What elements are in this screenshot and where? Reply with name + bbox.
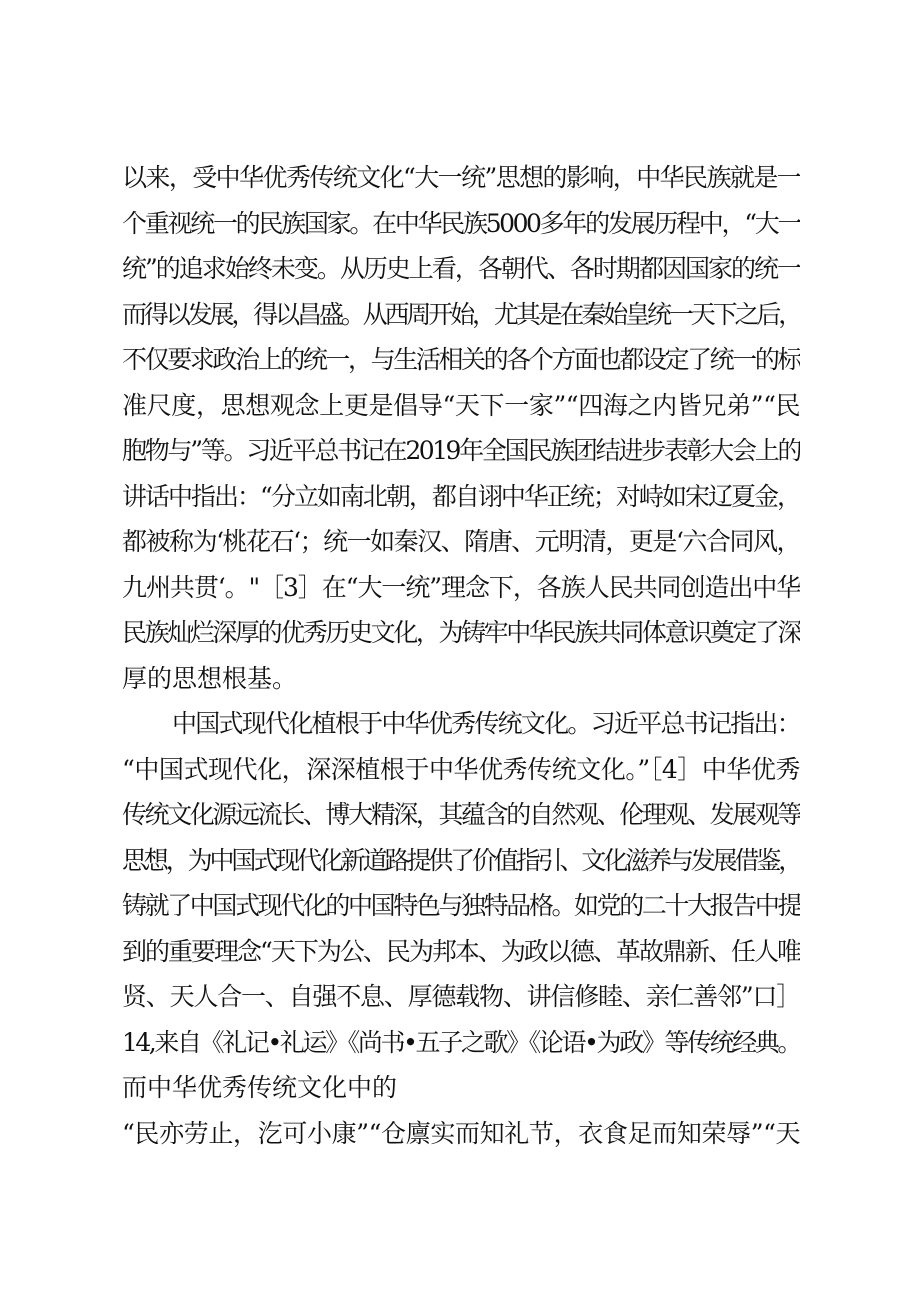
- paragraph-line: 厚的思想根基。: [122, 663, 298, 693]
- paragraph-line: 中国式现代化植根于中华优秀传统文化。习近平总书记指出：: [172, 709, 800, 738]
- paragraph-line: 都被称为‘桃花石‘；统一如秦汉、隋唐、元明清，更是‘六合同风，: [122, 527, 800, 556]
- paragraph-line: 而中华优秀传统文化中的: [122, 1073, 398, 1102]
- paragraph-line: 传统文化源远流长、博大精深，其蕴含的自然观、伦理观、发展观等: [122, 800, 800, 829]
- paragraph-line: 讲话中指出：“分立如南北朝，都自诩中华正统；对峙如宋辽夏金，: [122, 481, 800, 511]
- paragraph-line: 准尺度，思想观念上更是倡导“天下一家”“四海之内皆兄弟”“民: [122, 390, 800, 420]
- paragraph-line: 到的重要理念“天下为公、民为邦本、为政以德、革故鼎新、任人唯: [122, 936, 800, 966]
- paragraph-line: 个重视统一的民族国家。在中华民族5000多年的发展历程中，“大一: [122, 208, 800, 238]
- paragraph-1: [122, 155, 800, 701]
- paragraph-line: 以来，受中华优秀传统文化“大一统”思想的影响，中华民族就是一: [122, 163, 800, 192]
- paragraph-line: 九州共贯‘。"［3］在“大一统”理念下，各族人民共同创造出中华: [122, 572, 800, 602]
- paragraph-line: 胞物与”等。习近平总书记在2019年全国民族团结进步表彰大会上的: [122, 436, 800, 465]
- paragraph-line: 贤、天人合一、自强不息、厚德载物、讲信修睦、亲仁善邻”口］: [122, 982, 800, 1011]
- paragraph-line: “中国式现代化，深深植根于中华优秀传统文化。”［4］中华优秀: [122, 754, 800, 784]
- paragraph-line: 14,来自《礼记•礼运》《尚书•五子之歌》《论语•为政》等传统经典。: [122, 1027, 800, 1057]
- paragraph-line: 民族灿烂深厚的优秀历史文化，为铸牢中华民族共同体意识奠定了深: [122, 618, 800, 647]
- paragraph-line: 统”的追求始终未变。从历史上看，各朝代、各时期都因国家的统一: [122, 254, 800, 283]
- paragraph-line: 铸就了中国式现代化的中国特色与独特品格。如党的二十大报告中提: [122, 891, 800, 920]
- paragraph-line: 思想，为中国式现代化新道路提供了价值指引、文化滋养与发展借鉴，: [122, 845, 800, 875]
- paragraph-line: 而得以发展，得以昌盛。从西周开始，尤其是在秦始皇统一天下之后，: [122, 299, 800, 329]
- paragraph-line: 不仅要求政治上的统一，与生活相关的各个方面也都设定了统一的标: [122, 345, 800, 374]
- paragraph-line: “民亦劳止，汔可小康”“仓廪实而知礼节，衣食足而知荣辱”“天: [122, 1118, 800, 1148]
- paragraph-2: [122, 701, 800, 1156]
- body-text: [122, 155, 800, 1156]
